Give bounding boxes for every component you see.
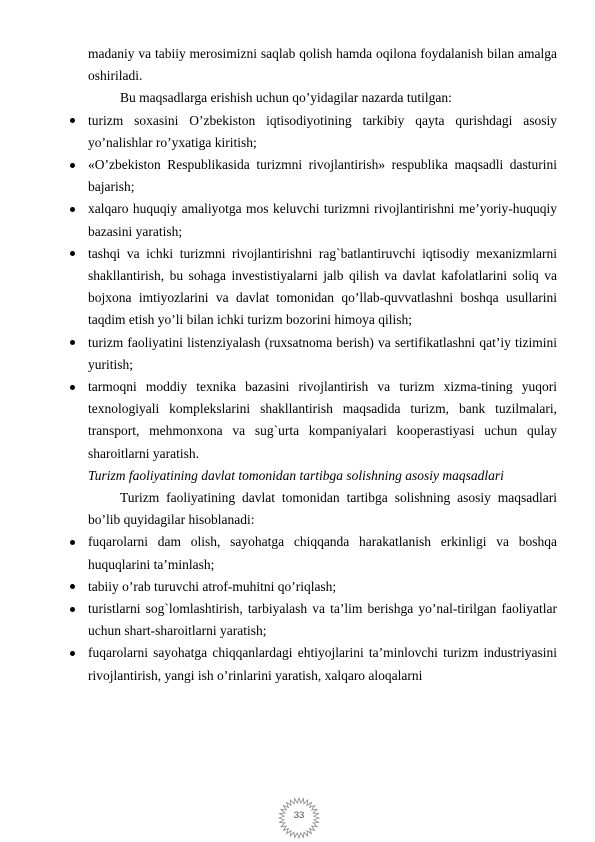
section-heading: Turizm faoliyatining davlat tomonidan tartibga solishning asosiy maqsadlari xyxy=(88,467,504,483)
body-text xyxy=(88,43,557,687)
list-item: turizm soxasini O’zbekiston iqtisodiyotining tarkibiy qayta qurishdagi asosiy yo’nalishlar ro’yxatiga kiritish; xyxy=(88,110,557,154)
paragraph-continuation: madaniy va tabiiy merosimizni saqlab qolish hamda oqilona foydalanish bilan amalga oshiriladi. xyxy=(88,46,557,84)
list-item: fuqarolarni sayohatga chiqqanlardagi ehtiyojlarini ta’minlovchi turizm industriyasini rivojlantirish, yangi ish o’rinlarini yaratish, xalqaro aloqalarni xyxy=(88,642,557,686)
list-item: tabiiy o’rab turuvchi atrof-muhitni qo’riqlash; xyxy=(88,576,557,598)
bullet-icon xyxy=(70,118,75,123)
bullet-icon xyxy=(70,584,75,589)
bullet-icon xyxy=(70,385,75,390)
page-footer xyxy=(277,796,321,840)
bullet-icon xyxy=(70,251,75,256)
list-item: turizm faoliyatini listenziyalash (ruxsatnoma berish) va sertifikatlashni qat’iy tizimini yuritish; xyxy=(88,332,557,376)
page-number: 33 xyxy=(293,810,305,821)
list-item: «O’zbekiston Respublikasida turizmni rivojlantirish» respublika maqsadli dasturini bajarish; xyxy=(88,154,557,198)
list-item: tashqi va ichki turizmni rivojlantirishni rag`batlantiruvchi iqtisodiy mexanizmlarni shakllantirish, bu sohaga investistiyalarni jalb qilish va davlat kafolatlarini soliq va bojxona imtiyozlarini va davlat tomonidan qo’llab-quvvatlashni boshqa usullarini taqdim etish yo’li bilan ichki turizm bozorini himoya qilish; xyxy=(88,243,557,332)
list-item: xalqaro huquqiy amaliyotga mos keluvchi turizmni rivojlantirishni me’yoriy-huquqiy bazasini yaratish; xyxy=(88,198,557,242)
bullet-icon xyxy=(70,651,75,656)
list-item: fuqarolarni dam olish, sayohatga chiqqanda harakatlanish erkinligi va boshqa huquqlarini ta’minlash; xyxy=(88,531,557,575)
bullet-icon xyxy=(70,607,75,612)
goals-list xyxy=(88,110,557,465)
list-item: tarmoqni moddiy texnika bazasini rivojlantirish va turizm xizma-tining yuqori texnologiyali komplekslarini shakllantirish maqsadida turizm, bank tuzilmalari, transport, mehmonxona va sug`urta kompaniyalari kooperastiyasi uchun qulay sharoitlarni yaratish. xyxy=(88,376,557,465)
bullet-icon xyxy=(70,540,75,545)
bullet-icon xyxy=(70,163,75,168)
paragraph-section-intro: Turizm faoliyatining davlat tomonidan tartibga solishning asosiy maqsadlari bo’lib quyidagilar hisoblanadi: xyxy=(88,490,557,528)
bullet-icon xyxy=(70,207,75,212)
list-item: turistlarni sog`lomlashtirish, tarbiyalash va ta’lim berishga yo’nal-tirilgan faoliyatlar uchun shart-sharoitlarni yaratish; xyxy=(88,598,557,642)
paragraph-goals-intro: Bu maqsadlarga erishish uchun qo’yidagilar nazarda tutilgan: xyxy=(120,90,452,106)
bullet-icon xyxy=(70,340,75,345)
aims-list xyxy=(88,531,557,686)
